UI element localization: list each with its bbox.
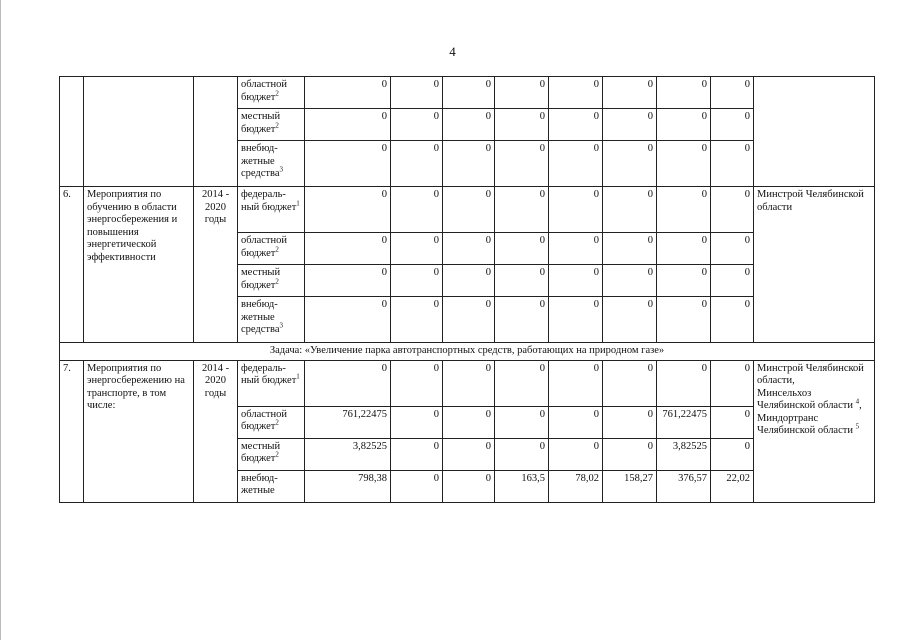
table-row [60, 187, 875, 233]
cell-value: 0 [711, 77, 754, 109]
cell-value: 3,82525 [305, 438, 391, 470]
cell-value: 0 [305, 109, 391, 141]
cell-value: 0 [657, 233, 711, 265]
cell-value: 0 [549, 438, 603, 470]
cell-value: 0 [443, 360, 495, 406]
cell-value: 0 [603, 187, 657, 233]
cell-value: 0 [603, 438, 657, 470]
cell-value: 0 [495, 360, 549, 406]
cell-value: 0 [657, 360, 711, 406]
cell-value: 0 [391, 141, 443, 187]
cell-value: 0 [711, 233, 754, 265]
cell-value: 0 [549, 360, 603, 406]
cell-name [84, 77, 194, 187]
cell-value: 0 [603, 406, 657, 438]
executor-line: Минсельхоз Челябинской области $^4$, [757, 387, 862, 411]
cell-value: 0 [603, 265, 657, 297]
cell-value: 0 [603, 109, 657, 141]
page-edge-line [0, 0, 1, 640]
cell-value: 0 [391, 360, 443, 406]
cell-value: 0 [657, 109, 711, 141]
table-body [60, 77, 875, 503]
cell-value: 0 [549, 233, 603, 265]
cell-source: областной бюджет$^2$ [238, 77, 305, 109]
cell-value: 0 [305, 77, 391, 109]
task-heading: Задача: «Увеличение парка автотранспортных средств, работающих на природном газе» [60, 343, 875, 361]
cell-value: 0 [603, 297, 657, 343]
cell-value: 163,5 [495, 470, 549, 502]
cell-value: 0 [443, 297, 495, 343]
cell-value: 0 [391, 77, 443, 109]
cell-value: 0 [391, 109, 443, 141]
cell-value: 0 [495, 187, 549, 233]
cell-no: 6. [60, 187, 84, 343]
cell-value: 78,02 [549, 470, 603, 502]
cell-source: областной бюджет$^2$ [238, 406, 305, 438]
cell-value: 0 [603, 141, 657, 187]
cell-value: 376,57 [657, 470, 711, 502]
cell-value: 0 [603, 233, 657, 265]
cell-value: 0 [549, 187, 603, 233]
cell-value: 0 [711, 187, 754, 233]
executor-line: Минстрой Челябинской области, [757, 362, 864, 386]
cell-value: 0 [305, 233, 391, 265]
cell-source: внебюд-жетные средства$^3$ [238, 141, 305, 187]
cell-value: 761,22475 [657, 406, 711, 438]
cell-period: 2014 - 2020 годы [194, 360, 238, 502]
cell-value: 0 [443, 265, 495, 297]
cell-value: 0 [711, 141, 754, 187]
cell-source: федераль-ный бюджет$^1$ [238, 360, 305, 406]
cell-value: 0 [603, 77, 657, 109]
cell-value: 798,38 [305, 470, 391, 502]
cell-value: 0 [391, 233, 443, 265]
cell-value: 0 [443, 187, 495, 233]
cell-value: 0 [391, 265, 443, 297]
cell-value: 0 [443, 233, 495, 265]
cell-source: федераль-ный бюджет$^1$ [238, 187, 305, 233]
cell-period [194, 77, 238, 187]
executor-line: Миндортранс Челябинской области $^5$ [757, 412, 860, 436]
cell-value: 0 [305, 187, 391, 233]
cell-value: 0 [305, 141, 391, 187]
cell-value: 0 [495, 297, 549, 343]
cell-name: Мероприятия по обучению в области энергосбережения и повышения энергетической эффективности [84, 187, 194, 343]
cell-value: 0 [711, 297, 754, 343]
cell-no [60, 77, 84, 187]
cell-value: 0 [391, 438, 443, 470]
cell-value: 761,22475 [305, 406, 391, 438]
cell-value: 0 [711, 438, 754, 470]
cell-value: 3,82525 [657, 438, 711, 470]
cell-value: 0 [657, 297, 711, 343]
cell-executor [754, 360, 875, 502]
cell-value: 0 [305, 360, 391, 406]
cell-value: 0 [657, 141, 711, 187]
cell-source: областной бюджет$^2$ [238, 233, 305, 265]
cell-value: 0 [711, 265, 754, 297]
cell-value: 0 [549, 77, 603, 109]
cell-executor: Минстрой Челябинской области [754, 187, 875, 343]
cell-value: 0 [603, 360, 657, 406]
table-row [60, 360, 875, 406]
cell-value: 0 [391, 470, 443, 502]
cell-value: 0 [443, 109, 495, 141]
cell-value: 0 [549, 265, 603, 297]
cell-value: 0 [305, 297, 391, 343]
cell-value: 0 [657, 187, 711, 233]
cell-value: 0 [391, 187, 443, 233]
cell-value: 0 [495, 438, 549, 470]
cell-value: 0 [657, 77, 711, 109]
cell-source: местный бюджет$^2$ [238, 265, 305, 297]
cell-name: Мероприятия по энергосбережению на транспорте, в том числе: [84, 360, 194, 502]
cell-period: 2014 - 2020 годы [194, 187, 238, 343]
cell-value: 0 [549, 141, 603, 187]
cell-value: 0 [657, 265, 711, 297]
cell-value: 0 [391, 406, 443, 438]
cell-value: 0 [549, 406, 603, 438]
cell-value: 0 [495, 233, 549, 265]
cell-value: 0 [495, 109, 549, 141]
table-row [60, 77, 875, 109]
cell-value: 0 [443, 438, 495, 470]
cell-value: 0 [495, 406, 549, 438]
cell-source: внебюд-жетные [238, 470, 305, 502]
cell-source: местный бюджет$^2$ [238, 438, 305, 470]
cell-value: 0 [711, 360, 754, 406]
cell-executor [754, 77, 875, 187]
cell-value: 0 [549, 109, 603, 141]
page-number: 4 [449, 44, 456, 59]
cell-value: 0 [443, 470, 495, 502]
cell-value: 0 [495, 265, 549, 297]
cell-value: 158,27 [603, 470, 657, 502]
cell-source: местный бюджет$^2$ [238, 109, 305, 141]
table-row [60, 343, 875, 361]
cell-source: внебюд-жетные средства$^3$ [238, 297, 305, 343]
cell-value: 0 [495, 77, 549, 109]
cell-value: 0 [443, 77, 495, 109]
cell-value: 0 [443, 406, 495, 438]
cell-value: 0 [443, 141, 495, 187]
budget-table [59, 76, 875, 503]
cell-value: 22,02 [711, 470, 754, 502]
cell-value: 0 [711, 406, 754, 438]
cell-value: 0 [305, 265, 391, 297]
cell-value: 0 [495, 141, 549, 187]
cell-value: 0 [549, 297, 603, 343]
cell-no: 7. [60, 360, 84, 502]
cell-value: 0 [711, 109, 754, 141]
cell-value: 0 [391, 297, 443, 343]
